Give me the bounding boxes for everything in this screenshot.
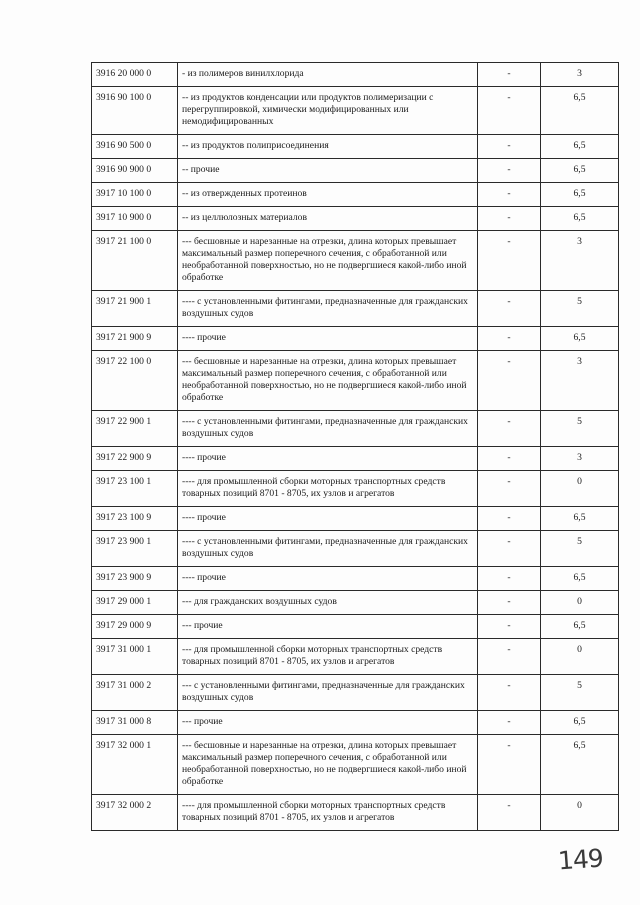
- tnved-code-cell: 3917 10 100 0: [92, 183, 178, 207]
- tnved-code-cell: 3916 20 000 0: [92, 63, 178, 87]
- duty-rate-cell: 3: [541, 447, 619, 471]
- unit-cell: -: [478, 711, 541, 735]
- table-row: [92, 471, 619, 507]
- unit-cell: -: [478, 159, 541, 183]
- duty-rate-cell: 6,5: [541, 735, 619, 795]
- tnved-code-cell: 3917 31 000 8: [92, 711, 178, 735]
- tnved-code-cell: 3917 22 900 9: [92, 447, 178, 471]
- table-row: [92, 711, 619, 735]
- table-row: [92, 63, 619, 87]
- description-cell: -- прочие: [178, 159, 478, 183]
- unit-cell: -: [478, 591, 541, 615]
- description-cell: --- бесшовные и нарезанные на отрезки, длина которых превышает максимальный размер поперечного сечения, с обработанной или необработанной поверхностью, но не подвергшиеся какой-либо иной обработке: [178, 351, 478, 411]
- description-cell: --- с установленными фитингами, предназначенные для гражданских воздушных судов: [178, 675, 478, 711]
- table-row: [92, 615, 619, 639]
- table-row: [92, 159, 619, 183]
- duty-rate-cell: 6,5: [541, 615, 619, 639]
- tnved-code-cell: 3917 21 100 0: [92, 231, 178, 291]
- tnved-code-cell: 3917 21 900 9: [92, 327, 178, 351]
- table-row: [92, 291, 619, 327]
- duty-rate-cell: 6,5: [541, 87, 619, 135]
- tnved-code-cell: 3917 21 900 1: [92, 291, 178, 327]
- tariff-table-body: [92, 63, 619, 831]
- duty-rate-cell: 0: [541, 639, 619, 675]
- duty-rate-cell: 6,5: [541, 207, 619, 231]
- description-cell: ---- для промышленной сборки моторных транспортных средств товарных позиций 8701 - 8705, их узлов и агрегатов: [178, 795, 478, 831]
- description-cell: --- прочие: [178, 615, 478, 639]
- tnved-code-cell: 3917 22 900 1: [92, 411, 178, 447]
- duty-rate-cell: 6,5: [541, 159, 619, 183]
- duty-rate-cell: 3: [541, 231, 619, 291]
- description-cell: ---- прочие: [178, 507, 478, 531]
- tnved-code-cell: 3917 29 000 9: [92, 615, 178, 639]
- tnved-code-cell: 3917 10 900 0: [92, 207, 178, 231]
- duty-rate-cell: 6,5: [541, 507, 619, 531]
- table-row: [92, 591, 619, 615]
- unit-cell: -: [478, 291, 541, 327]
- table-row: [92, 447, 619, 471]
- tnved-code-cell: 3917 22 100 0: [92, 351, 178, 411]
- tariff-table: [91, 62, 619, 831]
- unit-cell: -: [478, 231, 541, 291]
- duty-rate-cell: 6,5: [541, 183, 619, 207]
- duty-rate-cell: 0: [541, 795, 619, 831]
- unit-cell: -: [478, 183, 541, 207]
- duty-rate-cell: 3: [541, 351, 619, 411]
- table-row: [92, 567, 619, 591]
- unit-cell: -: [478, 639, 541, 675]
- description-cell: -- из целлюлозных материалов: [178, 207, 478, 231]
- table-row: [92, 327, 619, 351]
- unit-cell: -: [478, 447, 541, 471]
- duty-rate-cell: 5: [541, 675, 619, 711]
- description-cell: ---- с установленными фитингами, предназначенные для гражданских воздушных судов: [178, 531, 478, 567]
- table-row: [92, 795, 619, 831]
- unit-cell: -: [478, 351, 541, 411]
- duty-rate-cell: 5: [541, 531, 619, 567]
- unit-cell: -: [478, 87, 541, 135]
- table-row: [92, 351, 619, 411]
- description-cell: --- бесшовные и нарезанные на отрезки, длина которых превышает максимальный размер поперечного сечения, с обработанной или необработанной поверхностью, но не подвергшиеся какой-либо иной обработке: [178, 735, 478, 795]
- tnved-code-cell: 3917 23 900 1: [92, 531, 178, 567]
- table-row: [92, 675, 619, 711]
- duty-rate-cell: 0: [541, 591, 619, 615]
- table-row: [92, 507, 619, 531]
- unit-cell: -: [478, 675, 541, 711]
- unit-cell: -: [478, 567, 541, 591]
- tnved-code-cell: 3917 31 000 2: [92, 675, 178, 711]
- unit-cell: -: [478, 207, 541, 231]
- table-row: [92, 231, 619, 291]
- unit-cell: -: [478, 507, 541, 531]
- duty-rate-cell: 6,5: [541, 327, 619, 351]
- unit-cell: -: [478, 63, 541, 87]
- table-row: [92, 735, 619, 795]
- unit-cell: -: [478, 327, 541, 351]
- table-row: [92, 411, 619, 447]
- duty-rate-cell: 5: [541, 291, 619, 327]
- description-cell: ---- прочие: [178, 447, 478, 471]
- duty-rate-cell: 6,5: [541, 567, 619, 591]
- description-cell: ---- с установленными фитингами, предназначенные для гражданских воздушных судов: [178, 411, 478, 447]
- table-row: [92, 639, 619, 675]
- unit-cell: -: [478, 411, 541, 447]
- description-cell: -- из продуктов конденсации или продуктов полимеризации с перегруппировкой, химически модифицированных или немодифицированных: [178, 87, 478, 135]
- tnved-code-cell: 3917 29 000 1: [92, 591, 178, 615]
- description-cell: --- для гражданских воздушных судов: [178, 591, 478, 615]
- description-cell: ---- с установленными фитингами, предназначенные для гражданских воздушных судов: [178, 291, 478, 327]
- description-cell: - из полимеров винилхлорида: [178, 63, 478, 87]
- tnved-code-cell: 3917 31 000 1: [92, 639, 178, 675]
- description-cell: ---- для промышленной сборки моторных транспортных средств товарных позиций 8701 - 8705, их узлов и агрегатов: [178, 471, 478, 507]
- description-cell: ---- прочие: [178, 567, 478, 591]
- unit-cell: -: [478, 795, 541, 831]
- table-row: [92, 531, 619, 567]
- tnved-code-cell: 3916 90 100 0: [92, 87, 178, 135]
- duty-rate-cell: 0: [541, 471, 619, 507]
- table-row: [92, 207, 619, 231]
- duty-rate-cell: 6,5: [541, 711, 619, 735]
- description-cell: ---- прочие: [178, 327, 478, 351]
- duty-rate-cell: 5: [541, 411, 619, 447]
- description-cell: -- из продуктов полиприсоединения: [178, 135, 478, 159]
- duty-rate-cell: 6,5: [541, 135, 619, 159]
- handwritten-page-number: 149: [557, 843, 604, 876]
- description-cell: --- бесшовные и нарезанные на отрезки, длина которых превышает максимальный размер поперечного сечения, с обработанной или необработанной поверхностью, но не подвергшиеся какой-либо иной обработке: [178, 231, 478, 291]
- unit-cell: -: [478, 135, 541, 159]
- table-row: [92, 87, 619, 135]
- tnved-code-cell: 3917 23 100 9: [92, 507, 178, 531]
- unit-cell: -: [478, 735, 541, 795]
- tnved-code-cell: 3917 32 000 2: [92, 795, 178, 831]
- tnved-code-cell: 3916 90 500 0: [92, 135, 178, 159]
- tnved-code-cell: 3917 32 000 1: [92, 735, 178, 795]
- tnved-code-cell: 3917 23 100 1: [92, 471, 178, 507]
- table-row: [92, 183, 619, 207]
- description-cell: -- из отвержденных протеинов: [178, 183, 478, 207]
- tnved-code-cell: 3916 90 900 0: [92, 159, 178, 183]
- unit-cell: -: [478, 615, 541, 639]
- unit-cell: -: [478, 471, 541, 507]
- table-row: [92, 135, 619, 159]
- description-cell: --- прочие: [178, 711, 478, 735]
- unit-cell: -: [478, 531, 541, 567]
- description-cell: --- для промышленной сборки моторных транспортных средств товарных позиций 8701 - 8705, их узлов и агрегатов: [178, 639, 478, 675]
- duty-rate-cell: 3: [541, 63, 619, 87]
- tnved-code-cell: 3917 23 900 9: [92, 567, 178, 591]
